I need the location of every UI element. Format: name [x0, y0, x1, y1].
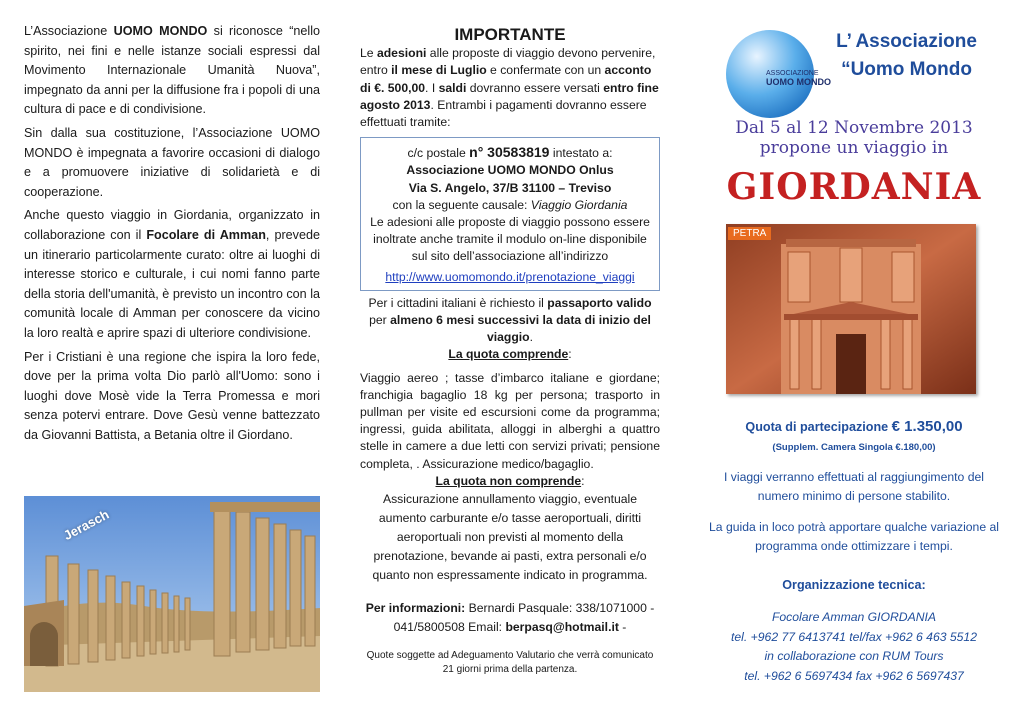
currency-note: Quote soggette ad Adeguamento Valutario che verrà comunicato 21 giorni prima della partenza. [366, 650, 654, 676]
text: , prevede un itinerario particolarmente curato: oltre ai luoghi di interesse storico e culturale, i cui nomi fanno parte della storia dell'umanità, è previsto un incontro con la comunità locale di Amman per conoscere da vicino la loro realtà e aprire spazi di ulteriore condivisione. [24, 227, 320, 340]
contact-info [360, 599, 660, 637]
partner-name: Focolare di Amman [146, 227, 266, 242]
destination-title: GIORDANIA [726, 166, 982, 208]
text: Bernardi Pasquale: 338/1071000 - 041/5800508 Email: [393, 601, 655, 635]
text: - [618, 620, 627, 635]
text: tel. +962 77 6413741 tel/fax +962 6 463 5512 [731, 629, 977, 644]
text: L’ Associazione [836, 31, 977, 52]
guide-note: La guida in loco potrà apportare qualche variazione al programma onde ottimizzare i tempi. [709, 520, 999, 553]
text: per [369, 313, 391, 328]
text: Per i cittadini italiani è richiesto il [368, 295, 548, 310]
text: Anche questo viaggio in Giordania, organizzato in collaborazione con il [24, 208, 320, 242]
logo-text [766, 70, 831, 86]
text: . [529, 330, 534, 345]
christians-paragraph: Per i Cristiani è una regione che ispira la loro fede, dove per la prima volta Dio parlò all'Uomo: sono i luoghi dove Mosè vide la Terra Promessa e mori senza potervi entrare. Dove Gesù venne battezzato da Giovanni Battista, a Betania oltre il Giordano. [24, 349, 320, 442]
text: Viaggio Giordania [530, 197, 628, 212]
text: in collaborazione con RUM Tours [764, 649, 944, 663]
text: Dal 5 al 12 Novembre 2013 [735, 118, 973, 138]
text: acconto di €. 500,00 [360, 63, 652, 95]
text: tel. +962 6 5697434 fax +962 6 5697437 [744, 668, 964, 683]
account-number: n° 30583819 [469, 144, 550, 161]
organizer-details [704, 608, 1004, 686]
min-participants-note: I viaggi verranno effettuati al raggiungimento del numero minimo di persone stabilito. [724, 470, 984, 503]
email[interactable]: berpasq@hotmail.it [505, 620, 619, 635]
passport-paragraph [360, 295, 660, 347]
association-title [824, 28, 989, 84]
intro-column [24, 22, 320, 449]
trip-paragraph [24, 206, 320, 343]
photo-caption: PETRA [728, 227, 771, 240]
text: UOMO MONDO [766, 77, 831, 87]
single-room-supplement: (Supplem. Camera Singola €.180,00) [772, 442, 936, 453]
text: La quota non comprende [435, 473, 582, 488]
text: . Entrambi i pagamenti dovranno essere effettuati tramite: [360, 97, 647, 130]
text: alle proposte di viaggio devono pervenire, entro [360, 46, 656, 78]
text: intestato a: [549, 146, 613, 161]
text: La quota comprende [448, 347, 569, 362]
booking-link[interactable] [367, 269, 653, 286]
important-column [360, 26, 660, 677]
intro-paragraph [24, 22, 320, 120]
section-title: IMPORTANTE [454, 25, 566, 44]
causale-line [367, 197, 653, 214]
text: Focolare Amman GIORDANIA [771, 610, 937, 624]
text: Le [360, 46, 377, 61]
photo-caption: Jerasch [60, 506, 112, 543]
text: il mese di Luglio [391, 63, 487, 78]
text: Per informazioni: [365, 601, 466, 616]
account-holder: Associazione UOMO MONDO Onlus [406, 163, 614, 178]
price: € 1.350,00 [891, 418, 963, 435]
excludes-heading: La quota non comprende: [435, 473, 585, 488]
org-name: UOMO MONDO [113, 24, 208, 38]
account-address: Via S. Angelo, 37/B 31100 – Treviso [408, 180, 612, 195]
includes-text: Viaggio aereo ; tasse d’imbarco italiane e giordane; franchigia bagaglio 18 kg per persona; trasporto in pullman per visite ed escursioni come da programma; ingressi, guida abilitata, alloggi in alberghi a quattro stelle in camere a due letti con servizi privati; pensione completa, . Assicurazione medico/bagaglio. [360, 370, 660, 471]
text: . I [425, 80, 439, 95]
text: Quota di partecipazione [745, 420, 892, 434]
organizer-heading: Organizzazione tecnica: [782, 578, 926, 592]
text: passaporto valido [547, 295, 652, 310]
text: con la seguente causale: [392, 197, 531, 212]
text: saldi [438, 80, 467, 95]
text: adesioni [376, 46, 427, 61]
online-note: Le adesioni alle proposte di viaggio possono essere inoltrate anche tramite il modulo on-line disponibile sul sito dell’associazione all’indirizzo [370, 215, 650, 264]
text: e confermate con un [486, 63, 605, 78]
text: “Uomo Mondo [841, 59, 972, 80]
text: entro fine agosto 2013 [360, 80, 659, 112]
text: dovranno essere versati [466, 80, 604, 95]
text: L’Associazione [24, 24, 114, 38]
petra-photo [726, 224, 976, 394]
text: c/c postale [407, 146, 470, 161]
mission-paragraph: Sin dalla sua costituzione, l’Associazione UOMO MONDO è impegnata a favorire occasioni di dialogo e a promuovere iniziative di solidarietà e di cooperazione. [24, 125, 320, 199]
text: almeno 6 mesi successivi la data di inizio del viaggio [390, 313, 651, 345]
account-line [367, 144, 653, 162]
trip-dates [704, 118, 1004, 158]
payment-paragraph [360, 45, 660, 131]
payment-box [360, 137, 660, 291]
text: ASSOCIAZIONE [766, 70, 819, 77]
text: si riconosce “nello spirito, nei fini e nelle istanze sociali espressi dal Movimento Internazionale Umanità Nuova”, impegnato da anni per la diffusione fra i popoli di una cultura di pace e di condivisione. [24, 24, 321, 117]
text: propone un viaggio in [759, 138, 949, 158]
booking-url[interactable]: http://www.uomomondo.it/prenotazione_viaggi [385, 269, 635, 284]
price-line [704, 418, 1004, 435]
includes-heading: La quota comprende: [448, 347, 572, 362]
excludes-text: Assicurazione annullamento viaggio, eventuale aumento carburante e/o tasse aeroportuali, diritti aeroportuali non previsti al momento della prenotazione, bevande ai pasti, extra personali e/o quanto non espressamente indicato in programma. [372, 492, 648, 583]
